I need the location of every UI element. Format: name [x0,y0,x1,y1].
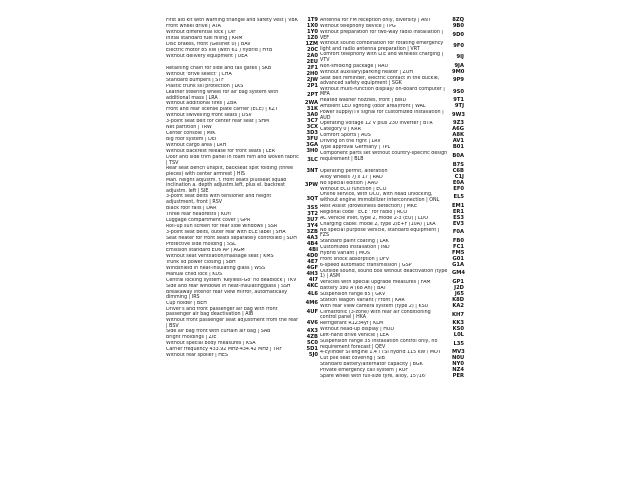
right-equipment-row [320,339,640,350]
equipment-code: G01 [452,255,464,262]
equipment-description: Battery 380 A (68 Ah) | BAT [320,286,387,292]
equipment-code: 3QT [306,196,318,203]
equipment-code: K8D [452,297,464,304]
right-equipment-row [320,52,640,63]
left-column [0,18,320,380]
equipment-code: 9P9 [452,77,464,84]
equipment-code: KH7 [452,311,464,318]
equipment-description: Non-smoking package | RAU [320,63,388,69]
equipment-code: NY0 [452,361,464,368]
equipment-code: 2PT [307,91,318,98]
equipment-code: 4A3 [306,234,318,241]
equipment-description: Manual child lock | KDS [166,271,223,277]
equipment-code: KS0 [452,326,464,333]
equipment-code: N0U [452,355,465,362]
equipment-description: Driving on the right | LRV [320,139,381,145]
equipment-code: 9S0 [453,88,464,95]
equipment-description: No special purpose vehicle, standard equipment | FZS [320,227,440,239]
equipment-description: Central locking system 'Keyless-Go' no deadlock | TKV [166,277,297,283]
equipment-description: Man. height adjustm. f. front seats plusseat squab inclination a. depth adjustm.left, plus el. backrest adjustm. left | SIE [166,177,287,194]
equipment-description: Door and side trim panel in foam film and woven fabric | TSV [166,155,299,166]
equipment-description: Without telephony device | TPG [320,24,396,30]
equipment-code: J65 [454,291,464,298]
left-equipment-row [0,166,320,177]
left-equipment-row [0,194,320,205]
equipment-description: Without delivery equipment | UEA [166,54,248,60]
equipment-code: 2F1 [307,65,318,72]
right-equipment-row [320,228,640,239]
equipment-code: ES3 [453,214,464,221]
equipment-code: 2A0 [306,53,318,60]
equipment-code: 3U7 [306,216,318,223]
equipment-description: Without 'drive select' | CHA [166,72,232,78]
equipment-code: 4BI [308,246,318,253]
equipment-description: Retaining chain for side and tail gates | SKB [166,66,272,72]
equipment-description: Customized installation | IND [320,244,390,250]
equipment-code: 4E7 [307,258,318,265]
right-column [320,18,640,380]
equipment-code: 4X3 [306,328,318,335]
equipment-description: Comfort Sports | AUS [320,133,371,139]
equipment-code: 9JA [454,62,464,69]
equipment-description: 3-point seat belt for center rear seat | SHM [166,119,270,125]
equipment-description: Component parts set without country-specific design requirement | BLB [320,151,448,162]
equipment-description: Without differential lock | DIF [166,30,236,36]
equipment-code: 9B0 [452,23,464,30]
equipment-description: First aid kit with warning triangle and safety vest | VBK [166,18,298,24]
equipment-code: 4GF [306,264,318,271]
equipment-code: 5J0 [308,352,318,359]
equipment-code: 5D1 [306,346,318,353]
equipment-code: E0A [452,179,464,186]
equipment-code: L0L [453,332,464,339]
equipment-description: Electric motor 85 kW (with 61 ) hybrid | HYB [166,48,273,54]
equipment-description: With rear view camera system (type 2) | KSU [320,304,429,310]
equipment-code: 4H3 [306,270,318,277]
equipment-code: F0A [452,229,464,236]
equipment-description: Emission standard EU6 AP | AGM [166,247,245,253]
equipment-code: 9W3 [452,111,465,118]
equipment-code: 2H0 [306,71,318,78]
equipment-code: 1T9 [307,17,318,24]
equipment-description: Power supply/TV signal for customized installation | AUD [320,109,444,121]
equipment-code: 2EU [306,59,318,66]
equipment-code: 1X0 [306,23,318,30]
equipment-description: Heated washer nozzles, front | BWD [320,98,407,104]
equipment-code: C1J [454,173,464,180]
equipment-code: 3Y4 [307,222,318,229]
equipment-description: Charging cable: mode 2, type 2/E+F (10A) | LKA [320,221,436,227]
equipment-description: Carrier frequency 433.92 MHz-434.42 MHz | TRF [166,347,283,353]
equipment-description: Leather steering wheel for air bag system with additional mass | LRA [166,90,279,101]
equipment-code: 3ZB [306,228,318,235]
equipment-code: 9M0 [452,68,465,75]
equipment-code: 4D0 [306,252,318,259]
equipment-description: Category 0 | KRR [320,127,361,133]
equipment-description: Antenna for FM reception only, diversity | ANT [320,18,431,24]
equipment-code: 3A0 [306,112,318,119]
equipment-description: Bright moldings | ZIE [166,335,217,341]
equipment-description: Hybrid variant | MOS [320,250,370,256]
equipment-code: 4I7 [308,276,318,283]
equipment-code: MV3 [452,349,465,356]
equipment-code: FM5 [452,249,465,256]
equipment-description: Center console | MIK [166,131,216,137]
equipment-code: KA2 [452,303,464,310]
equipment-code: GP1 [452,279,464,286]
equipment-code: 9T1 [453,97,464,104]
equipment-code: 9TJ [454,103,464,110]
equipment-description: Spare wheel with full-size tyre, alloy, 15'/16' [320,374,427,380]
equipment-code: 4UF [306,308,318,315]
left-equipment-row [0,290,320,301]
equipment-code: 3PW [304,182,318,189]
equipment-code: 3C7 [306,118,318,125]
equipment-description: Outside sound, sound box without deactivation (type 1) | ASM [320,268,448,280]
equipment-code: 9Z3 [453,120,464,127]
equipment-code: A6G [452,126,464,133]
equipment-description: Standard bumpers | STF [166,78,224,84]
equipment-description: Without ECO function | ECO [320,186,387,192]
equipment-columns [0,18,640,380]
equipment-description: Regional code ' ECE ' for radio | RCO [320,209,408,215]
equipment-code: 31K [306,106,318,113]
equipment-description: AC vehicle inlet, type 2, mode 2-3 (EU) | LDO [320,215,429,221]
equipment-description: Vehicles with special upgrade measures | FAM [320,280,431,286]
equipment-description: Without swivelling front seats | DSV [166,113,252,119]
equipment-description: Without special body measures | KSA [166,341,256,347]
equipment-description: 3-point seat belts with tensioner and height adjustment, front | RSV [166,194,272,205]
equipment-description: Alloy wheels 7J x 17 | RAD [320,174,383,180]
left-equipment-row [0,318,320,329]
equipment-description: Side and rear windows in heat-insulatingglass | SSH [166,283,291,289]
equipment-code: 4V6 [306,319,318,326]
equipment-description: Without cargo area | LRH [166,143,227,149]
equipment-description: Operating permit, alteration [320,168,388,174]
equipment-description: Front shock absorption | DFV [320,256,390,262]
equipment-description: Front and rear license plate carrier (ECE) | KZT [166,107,278,113]
equipment-code: ER1 [452,208,464,215]
equipment-description: 3-point seat belts, outer rear with ECE label | SHA [166,229,286,235]
equipment-code: EV3 [452,220,464,227]
equipment-description: 6-speed automatic transmission | GSP [320,262,412,268]
right-equipment-row [320,374,640,380]
equipment-description: Seat belt reminder, electric contact in the buckle, advanced safety equipment | SGK [320,75,440,87]
equipment-code: 2JW [306,77,318,84]
right-equipment-row [320,30,640,41]
right-equipment-row [320,41,640,52]
equipment-description: Suspension range 35 installation control only, no requirement forecast | QEV [320,339,438,350]
equipment-description: Without sound combination for rotating emergency light and radio antenna preparation | VRT [320,41,444,52]
equipment-description: 4-cylinder SI engine 1.4 l TSI hybrid 115 kW / MOT [320,350,441,356]
equipment-description: Without rear spoiler | HES [166,353,228,359]
equipment-code: 3GA [306,142,318,149]
equipment-code: 20C [306,47,318,54]
equipment-description: Standard battery/alternator capacity | BGK [320,362,423,368]
equipment-code: EM1 [452,202,465,209]
right-equipment-row [320,192,640,203]
equipment-code: J2D [454,285,464,292]
left-equipment-row [0,155,320,166]
equipment-description: Suspension range 85 | GKV [320,292,386,298]
equipment-code: 4L6 [307,291,318,298]
equipment-code: 3H0 [306,148,318,155]
equipment-description: Breakaway interior rear view mirror, automatically dimming | IRS [166,289,288,301]
left-equipment-row [0,178,320,195]
equipment-description: Private emergency call system | RUF [320,368,409,374]
equipment-description: Without front passenger seat adjustment from the rear | BSV [166,317,299,329]
equipment-code: 4M6 [305,299,318,306]
equipment-description: Comfort telephony with LTE and wireless charging | VTV [320,52,444,63]
equipment-code: 4ZB [306,334,318,341]
equipment-description: Black roof rails | DAR [166,205,217,211]
left-equipment-row [0,90,320,101]
equipment-code: PER [452,373,464,380]
equipment-code: 9IJ [456,54,464,61]
equipment-description: No special edition | AAU [320,180,378,186]
equipment-description: Cup holder | BEH [166,300,207,306]
equipment-description: Climatronic (3-zone) with rear air conditioning control panel | HKA [320,309,431,321]
equipment-description: Three rear headrests | KOri [166,211,231,217]
equipment-description: Without seat ventilation/massage seat | KMS [166,253,274,259]
equipment-description: Station Wagon Variant / Front | KAR [320,298,405,304]
equipment-code: 3CX [306,124,318,131]
equipment-description: Without backrest release for front seats | LER [166,149,275,155]
equipment-code: 3NT [306,168,318,175]
equipment-description: Big roof system | DEI [166,137,217,143]
equipment-code: 9F0 [453,42,464,49]
equipment-description: Side air bag front with curtain air bag | SAB [166,329,271,335]
equipment-description: Trunk lid power closing | SBH [166,259,236,265]
equipment-code: 4KC [306,282,318,289]
equipment-description: Refrigerant R1234yf | KLM [320,321,384,327]
equipment-description: Without preparation for two-way radio installation | VEF [320,30,444,41]
equipment-description: Net partition | TRW [166,125,212,131]
equipment-code: B0A [452,152,464,159]
equipment-code: AV1 [452,138,464,145]
equipment-code: B7S [452,161,464,168]
right-equipment-row [320,151,640,162]
equipment-code: KK3 [452,320,464,327]
equipment-code: 4B4 [306,240,318,247]
equipment-code: 8ZQ [452,17,464,24]
equipment-code: FC1 [453,243,464,250]
equipment-description: Left-hand drive vehicle | LEA [320,333,389,339]
equipment-code: L35 [453,340,464,347]
equipment-description: Seat heater for front seats separately controlled | SDH [166,235,297,241]
equipment-code: 1Y0 [307,29,318,36]
equipment-description: Ambient LED lighting (door area)front | WAL [320,104,426,110]
equipment-code: 3S5 [307,204,318,211]
right-equipment-row [320,110,640,121]
left-equipment-row [0,307,320,318]
equipment-description: Front wheel drive | ATA [166,24,221,30]
equipment-description: Windshield in heat-insulating glass | WSS [166,265,266,271]
right-equipment-row [320,87,640,98]
equipment-code: C6B [452,167,464,174]
right-equipment-row [320,310,640,321]
equipment-description: Cut pile seat covering | SIB [320,356,385,362]
equipment-code: B01 [452,144,464,151]
equipment-description: Without auxiliary/parking heater | ZUH [320,69,413,75]
equipment-description: Roll-up sun screen for rear side windows | SSR [166,223,278,229]
equipment-code: 3D3 [306,130,318,137]
equipment-description: Without multi-function display/ on-board computer | MFA [320,86,445,98]
equipment-description: Plastic trunk sill protection | LKS [166,84,244,90]
equipment-description: Rest Assist (drowsiness detection) | MKE [320,203,417,209]
equipment-description: Without additional tires | ZBR [166,101,237,107]
equipment-description: Rear seat bench unsplit, backseat split folding (three pieces) with center armrest | HIS [166,166,294,177]
equipment-description: Initial standard fuel filling | KRM [166,36,243,42]
equipment-code: EL5 [453,194,464,201]
equipment-description: Driver's and front passenger air bag with front passenger air bag deactivation | AIB [166,306,278,318]
equipment-code: 2WA [304,100,318,107]
right-equipment-row [320,269,640,280]
equipment-code: EF0 [453,185,464,192]
equipment-code: FB0 [452,237,464,244]
equipment-description: Type approval Germany | TPL [320,145,391,151]
equipment-description: Standard paint coating | LAK [320,238,389,244]
equipment-code: G1A [452,261,464,268]
right-equipment-row [320,76,640,87]
equipment-code: 1ZM [305,41,318,48]
equipment-description: Online service, with OCU, with head unlocking, without engine immobilizer interconnection | ONL [320,192,440,203]
equipment-code: A8K [452,132,464,139]
equipment-description: Operating voltage 12 V plus 230 inverter | BTR [320,121,433,127]
equipment-code: 1Z0 [307,35,318,42]
equipment-description: Without head-up display | HUD [320,327,395,333]
equipment-code: 2P1 [306,83,318,90]
equipment-code: 9D0 [452,31,464,38]
equipment-description: Protective side molding | SSL [166,241,236,247]
equipment-description: Disc brakes, front (Gesinet 0) | BAV [166,42,251,48]
equipment-code: 3T2 [307,210,318,217]
equipment-code: 5C0 [306,340,318,347]
equipment-code: GM4 [452,270,466,277]
equipment-description: Luggage compartment cover | GPR [166,217,251,223]
equipment-code: 3LC [307,156,318,163]
left-equipment-row [0,353,320,359]
equipment-code: NZ4 [452,367,464,374]
equipment-code: 3FU [306,136,318,143]
